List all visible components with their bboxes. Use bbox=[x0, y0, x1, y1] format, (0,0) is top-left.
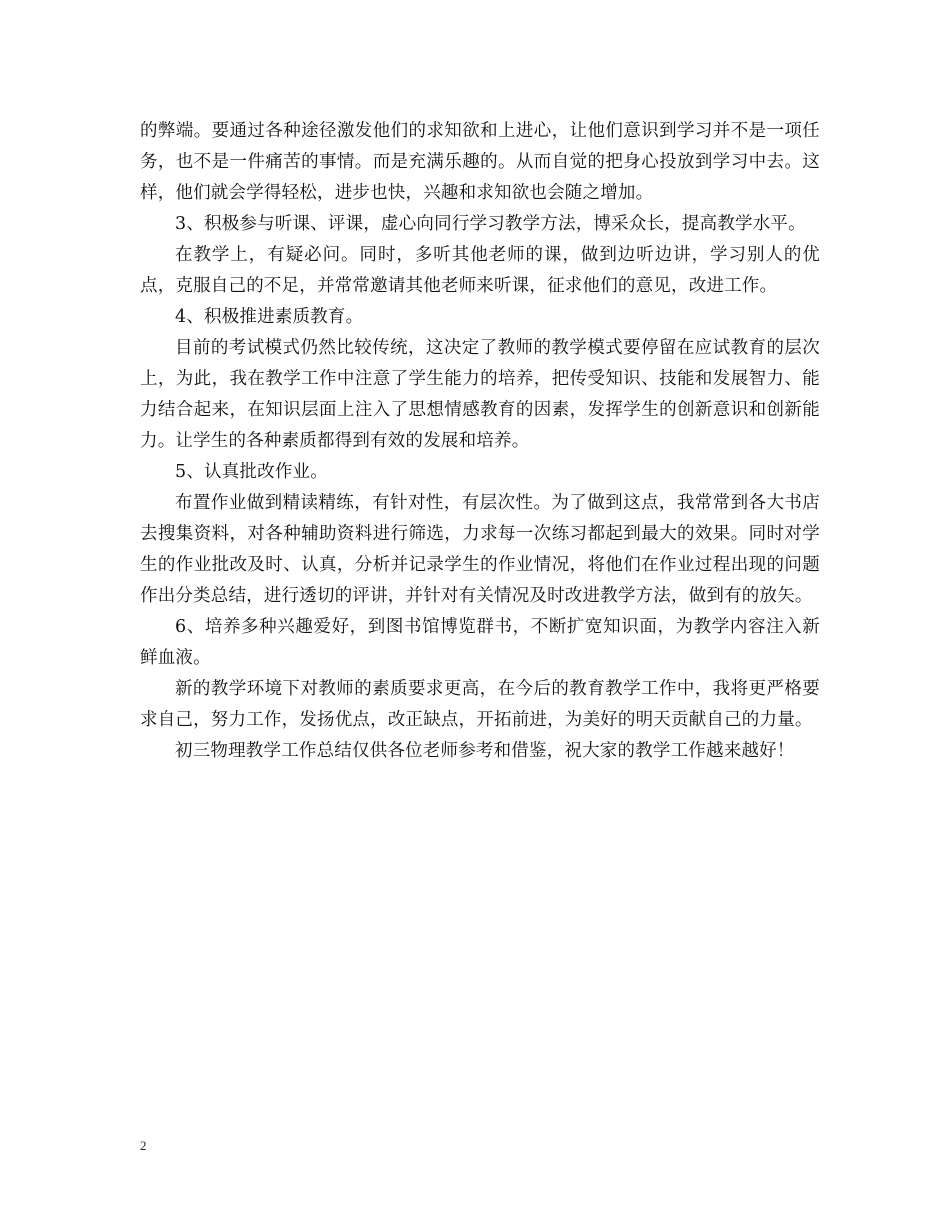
paragraph: 布置作业做到精读精练，有针对性，有层次性。为了做到这点，我常常到各大书店去搜集资料，对各种辅助资料进行筛选，力求每一次练习都起到最大的效果。同时对学生的作业批改及时、认真，分析并记录学生的作业情况，将他们在作业过程出现的问题作出分类总结，进行透切的评讲，并针对有关情况及时改进教学方法，做到有的放矢。 bbox=[140, 493, 820, 606]
paragraph: 的弊端。要通过各种途径激发他们的求知欲和上进心，让他们意识到学习并不是一项任务，也不是一件痛苦的事情。而是充满乐趣的。从而自觉的把身心投放到学习中去。这样，他们就会学得轻松，进步也快，兴趣和求知欲也会随之增加。 bbox=[140, 121, 820, 203]
page-number: 2 bbox=[140, 1138, 147, 1153]
paragraph: 目前的考试模式仍然比较传统，这决定了教师的教学模式要停留在应试教育的层次上，为此，我在教学工作中注意了学生能力的培养，把传受知识、技能和发展智力、能力结合起来，在知识层面上注入了思想情感教育的因素，发挥学生的创新意识和创新能力。让学生的各种素质都得到有效的发展和培养。 bbox=[140, 338, 820, 451]
paragraph: 初三物理教学工作总结仅供各位老师参考和借鉴，祝大家的教学工作越来越好！ bbox=[175, 741, 795, 761]
paragraph: 3、积极参与听课、评课，虚心向同行学习教学方法，博采众长，提高教学水平。 bbox=[175, 214, 806, 234]
paragraph: 5、认真批改作业。 bbox=[175, 462, 328, 482]
paragraph: 新的教学环境下对教师的素质要求更高，在今后的教育教学工作中，我将更严格要求自己，努力工作，发扬优点，改正缺点，开拓前进，为美好的明天贡献自己的力量。 bbox=[140, 679, 820, 730]
paragraph: 6、培养多种兴趣爱好，到图书馆博览群书，不断扩宽知识面，为教学内容注入新鲜血液。 bbox=[140, 617, 820, 668]
paragraph: 4、积极推进素质教育。 bbox=[175, 307, 364, 327]
document-body bbox=[140, 116, 820, 767]
paragraph: 在教学上，有疑必问。同时，多听其他老师的课，做到边听边讲，学习别人的优点，克服自己的不足，并常常邀请其他老师来听课，征求他们的意见，改进工作。 bbox=[140, 245, 820, 296]
